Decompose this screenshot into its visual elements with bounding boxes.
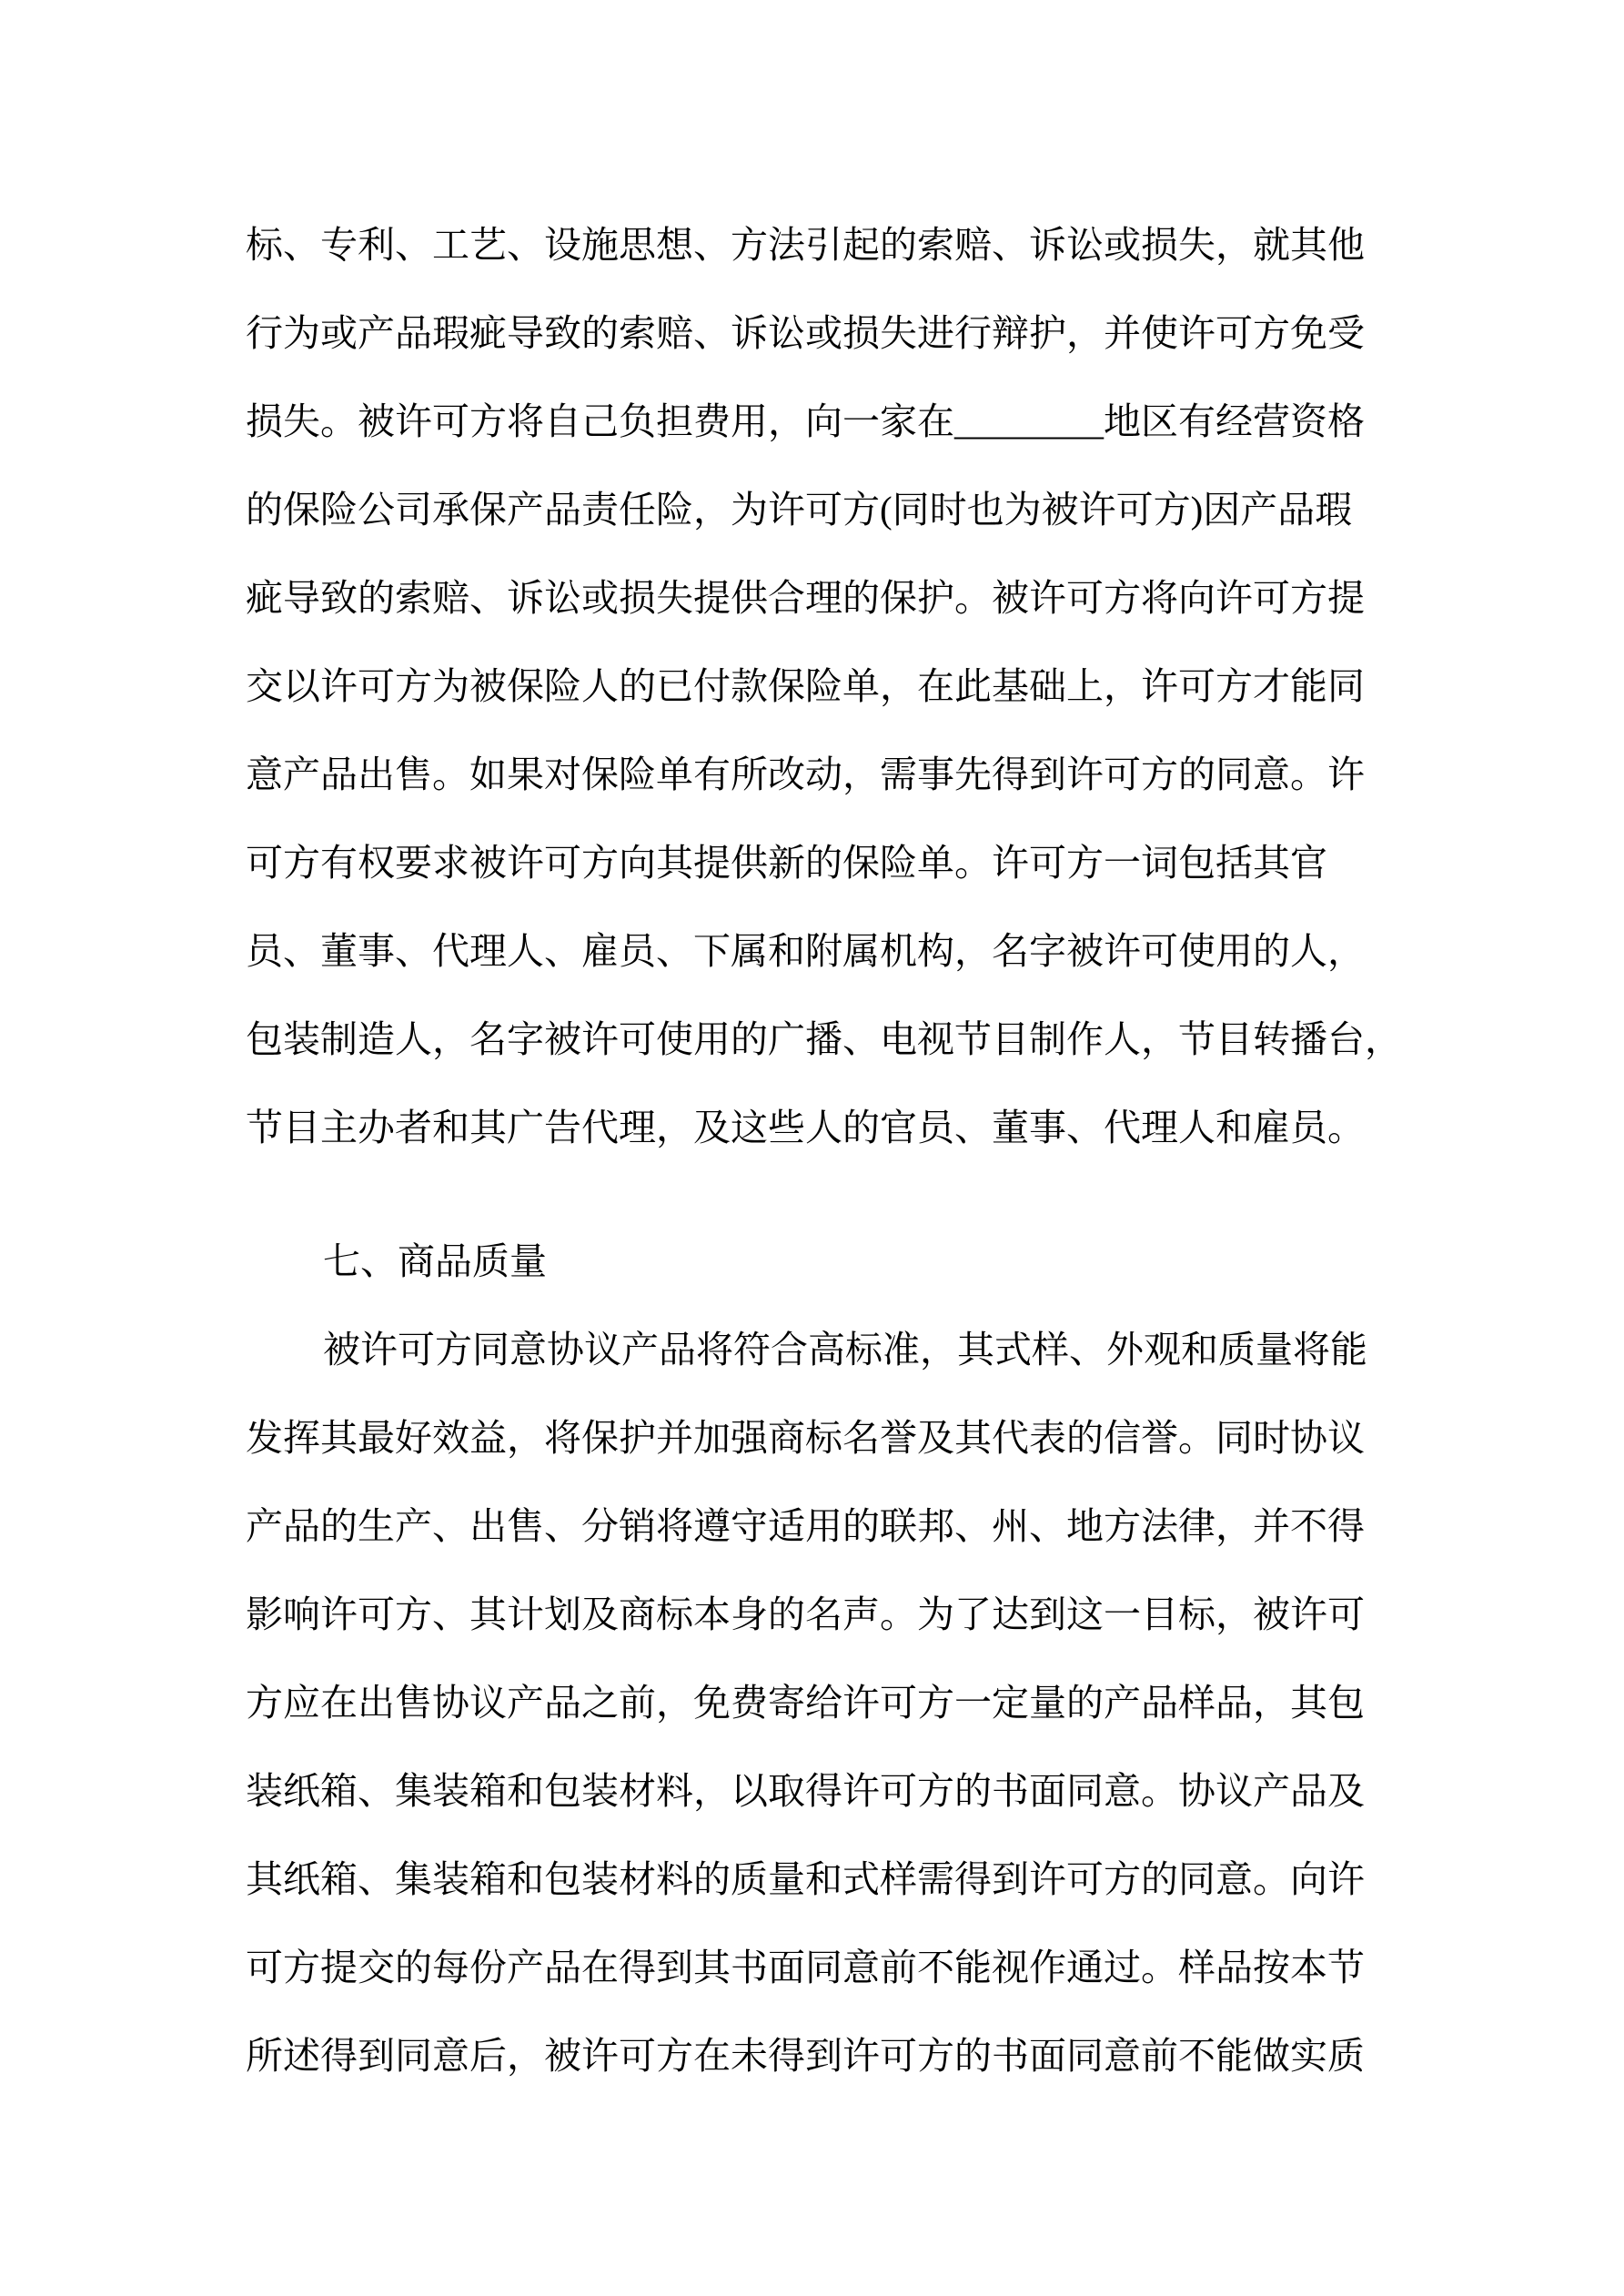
text-line: 其纸箱、集装箱和包装材料的质量和式样需得到许可方的同意。向许 bbox=[246, 1858, 1365, 1900]
text-line: 意产品出售。如果对保险单有所改动，需事先得到许可方的同意。许 bbox=[246, 754, 1365, 795]
text-line: 方应在出售协议产品之前，免费寄给许可方一定量的产品样品，其包 bbox=[246, 1682, 1365, 1724]
text-line: 可方提交的每份产品在得到其书面同意前不能视作通过。样品按本节 bbox=[246, 1947, 1365, 1988]
text-line: 标、专利、工艺、设施思想、方法引起的索赔、诉讼或损失，就其他 bbox=[246, 224, 1365, 266]
text-line: 包装制造人，名字被许可使用的广播、电视节目制作人，节目转播台， bbox=[246, 1018, 1402, 1060]
text-line: 交以许可方为被保险人的已付款保险单，在此基础上，许可方才能同 bbox=[246, 665, 1365, 707]
text-line: 所述得到同意后，被许可方在未得到许可方的书面同意前不能做实质 bbox=[246, 2035, 1365, 2077]
text-line: 的保险公司承保产品责任险，为许可方(同时也为被许可方)因产品瑕 bbox=[246, 489, 1353, 531]
section-heading: 七、商品质量 bbox=[323, 1240, 547, 1282]
text-line-with-fill-in-blank: 损失。被许可方将自己负担费用，向一家在________地区有经营资格 bbox=[246, 400, 1365, 442]
document-text-block bbox=[246, 201, 1402, 2100]
text-line: 发挥其最好效益，将保护并加强商标名誉及其代表的信誉。同时协议 bbox=[246, 1417, 1365, 1459]
text-line: 产品的生产、出售、分销将遵守适用的联邦、州、地方法律，并不得 bbox=[246, 1505, 1365, 1547]
text-line: 可方有权要求被许可方向其提供新的保险单。许可方一词包括其官 bbox=[246, 842, 1327, 884]
text-line: 影响许可方、其计划及商标本身的名声。为了达到这一目标，被许可 bbox=[246, 1593, 1365, 1635]
text-line: 员、董事、代理人、雇员、下属和附属机构，名字被许可使用的人， bbox=[246, 930, 1365, 972]
text-line: 被许可方同意协议产品将符合高标准，其式样、外观和质量将能 bbox=[323, 1329, 1367, 1371]
text-line: 节目主办者和其广告代理，及这些人的官员、董事、代理人和雇员。 bbox=[246, 1107, 1365, 1148]
text-line: 行为或产品瑕疵导致的索赔、诉讼或损失进行辩护，并使许可方免受 bbox=[246, 312, 1365, 354]
text-line: 装纸箱、集装箱和包装材料，以取得许可方的书面同意。协议产品及 bbox=[246, 1770, 1365, 1812]
text-line: 疵导致的索赔、诉讼或损失提供合理的保护。被许可方将向许可方提 bbox=[246, 577, 1365, 619]
